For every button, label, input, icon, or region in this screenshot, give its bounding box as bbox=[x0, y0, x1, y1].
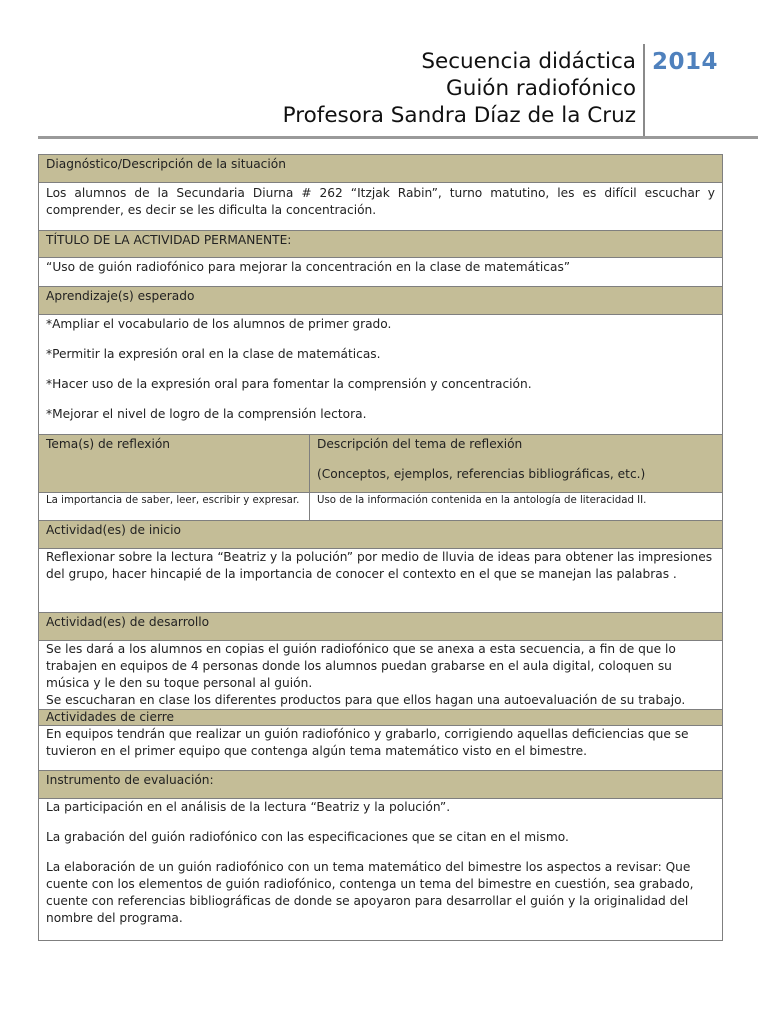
diagnostico-header-row bbox=[39, 155, 723, 183]
aprendizaje-item: *Ampliar el vocabulario de los alumnos de primer grado. bbox=[46, 317, 392, 331]
aprendizajes-row bbox=[39, 315, 723, 435]
desarrollo-header-row bbox=[39, 613, 723, 641]
inicio-header-row bbox=[39, 521, 723, 549]
evaluacion-item: La grabación del guión radiofónico con las especificaciones que se citan en el mismo. bbox=[46, 830, 569, 844]
desarrollo-label: Actividad(es) de desarrollo bbox=[39, 613, 723, 641]
aprendizaje-item: *Hacer uso de la expresión oral para fomentar la comprensión y concentración. bbox=[46, 377, 532, 391]
aprendizaje-item: *Mejorar el nivel de logro de la comprensión lectora. bbox=[46, 407, 367, 421]
aprendizajes-header-row bbox=[39, 287, 723, 315]
aprendizaje-item: *Permitir la expresión oral en la clase de matemáticas. bbox=[46, 347, 381, 361]
descripcion-tema-label: Descripción del tema de reflexión bbox=[317, 437, 523, 451]
aprendizajes-label: Aprendizaje(s) esperado bbox=[39, 287, 723, 315]
evaluacion-item: La participación en el análisis de la lectura “Beatriz y la polución”. bbox=[46, 800, 451, 814]
titulo-header-row bbox=[39, 231, 723, 258]
inicio-row bbox=[39, 549, 723, 613]
desarrollo-text bbox=[39, 641, 723, 710]
temas-header-row bbox=[39, 435, 723, 493]
evaluacion-header-row bbox=[39, 771, 723, 799]
descripcion-tema-header bbox=[310, 435, 723, 493]
inicio-label: Actividad(es) de inicio bbox=[39, 521, 723, 549]
cierre-header-row bbox=[39, 710, 723, 726]
evaluacion-item: La elaboración de un guión radiofónico con un tema matemático del bimestre los aspectos a revisar: Que cuente con los elementos de guión radiofónico, contenga un tema del bimestre en cuestión, sea grabado, cuente con referencias bibliográficas de donde se apoyaron para desarrollar el guión y la originalidad del nombre del programa. bbox=[46, 860, 694, 925]
inicio-text: Reflexionar sobre la lectura “Beatriz y la polución” por medio de lluvia de ideas para obtener las impresiones del grupo, hacer hincapié de la importancia de conocer el contexto en el que se manejan las palabras . bbox=[39, 549, 723, 613]
diagnostico-label: Diagnóstico/Descripción de la situación bbox=[39, 155, 723, 183]
document-title: Secuencia didáctica bbox=[421, 49, 636, 74]
sequence-table bbox=[38, 154, 723, 941]
document-year: 2014 bbox=[652, 49, 719, 75]
evaluacion-row bbox=[39, 799, 723, 941]
evaluacion-label: Instrumento de evaluación: bbox=[39, 771, 723, 799]
temas-label: Tema(s) de reflexión bbox=[39, 435, 310, 493]
tema-value: La importancia de saber, leer, escribir y expresar. bbox=[39, 493, 310, 521]
titulo-label: TÍTULO DE LA ACTIVIDAD PERMANENTE: bbox=[39, 231, 723, 258]
cierre-row bbox=[39, 726, 723, 771]
header-divider-vertical bbox=[643, 44, 645, 138]
header-titles bbox=[283, 48, 636, 129]
cierre-label: Actividades de cierre bbox=[39, 710, 723, 726]
descripcion-tema-note: (Conceptos, ejemplos, referencias bibliográficas, etc.) bbox=[317, 467, 646, 481]
diagnostico-row bbox=[39, 183, 723, 231]
diagnostico-text: Los alumnos de la Secundaria Diurna # 262 “Itzjak Rabin”, turno matutino, les es difícil escuchar y comprender, es decir se les dificulta la concentración. bbox=[39, 183, 723, 231]
evaluacion-list bbox=[39, 799, 723, 941]
desarrollo-paragraph: Se les dará a los alumnos en copias el guión radiofónico que se anexa a esta secuencia, a fin de que lo trabajen en equipos de 4 personas donde los alumnos puedan grabarse en el aula digital, coloquen su música y le den su toque personal al guión. bbox=[46, 642, 676, 690]
document-header bbox=[0, 0, 768, 140]
teacher-name: Profesora Sandra Díaz de la Cruz bbox=[282, 103, 636, 128]
cierre-text: En equipos tendrán que realizar un guión radiofónico y grabarlo, corrigiendo aquellas deficiencias que se tuvieron en el primer equipo que contenga algún tema matemático visto en el bimestre. bbox=[39, 726, 723, 771]
descripcion-tema-value: Uso de la información contenida en la antología de literacidad II. bbox=[310, 493, 723, 521]
desarrollo-paragraph: Se escucharan en clase los diferentes productos para que ellos hagan una autoevaluación de su trabajo. bbox=[46, 693, 686, 707]
titulo-text: “Uso de guión radiofónico para mejorar la concentración en la clase de matemáticas” bbox=[39, 258, 723, 287]
aprendizajes-list bbox=[39, 315, 723, 435]
header-divider-horizontal bbox=[38, 136, 758, 139]
temas-row bbox=[39, 493, 723, 521]
document-subtitle: Guión radiofónico bbox=[446, 76, 636, 101]
titulo-row bbox=[39, 258, 723, 287]
desarrollo-row bbox=[39, 641, 723, 710]
